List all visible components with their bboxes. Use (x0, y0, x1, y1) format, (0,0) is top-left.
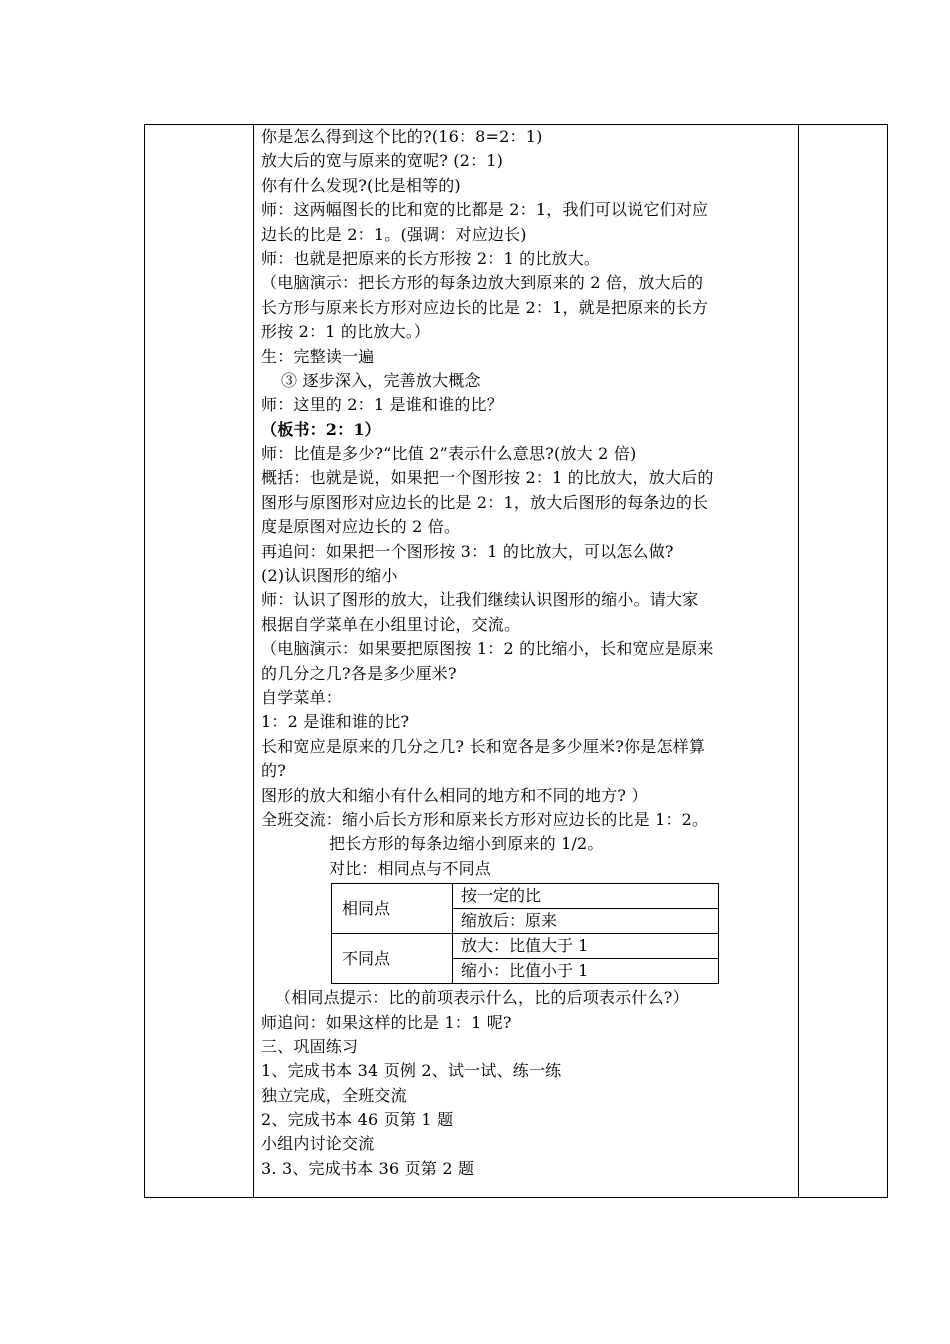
text-line: 2、完成书本 46 页第 1 题 (261, 1110, 454, 1130)
text-line: 长方形与原来长方形对应边长的比是 2：1，就是把原来的长方 (261, 297, 709, 317)
text-line: 根据自学菜单在小组里讨论，交流。 (261, 614, 521, 634)
diff-item: 放大：比值大于 1 (453, 934, 719, 959)
board-note: （板书：2：1） (261, 419, 381, 439)
text-line: 1：2 是谁和谁的比? (261, 712, 410, 732)
text-line: 师：这里的 2：1 是谁和谁的比？ (261, 395, 503, 415)
text-line: 师：比值是多少?“比值 2”表示什么意思?(放大 2 倍) (261, 444, 637, 464)
same-item: 按一定的比 (453, 884, 719, 909)
text-line: 再追问：如果把一个图形按 3：1 的比放大，可以怎么做? (261, 541, 674, 561)
text-line: （相同点提示：比的前项表示什么，比的后项表示什么?） (275, 988, 689, 1008)
text-line: 1、完成书本 34 页例 2、试一试、练一练 (261, 1061, 562, 1081)
lesson-table (144, 124, 888, 1198)
text-line: 师追问：如果这样的比是 1：1 呢? (261, 1012, 512, 1032)
compare-heading: 对比：相同点与不同点 (329, 858, 492, 878)
step-heading: ③ 逐步深入，完善放大概念 (281, 370, 481, 390)
text-line: 放大后的宽与原来的宽呢? (2：1) (261, 151, 504, 171)
lesson-content-cell (261, 125, 791, 1181)
text-line: 的几分之几?各是多少厘米? (261, 663, 457, 683)
text-line: 你有什么发现?(比是相等的) (261, 175, 461, 195)
text-line: 独立完成，全班交流 (261, 1085, 407, 1105)
text-line: 小组内讨论交流 (261, 1134, 375, 1154)
text-line: 生：完整读一遍 (261, 346, 375, 366)
text-line: 图形的放大和缩小有什么相同的地方和不同的地方? ） (261, 785, 648, 805)
section-heading: 三、巩固练习 (261, 1036, 359, 1056)
text-line: 自学菜单： (261, 687, 343, 707)
diff-label: 不同点 (332, 934, 453, 984)
section-heading: (2)认识图形的缩小 (261, 566, 398, 586)
comparison-table (331, 883, 719, 984)
text-line: 形按 2：1 的比放大。） (261, 322, 431, 342)
text-line: 把长方形的每条边缩小到原来的 1/2。 (329, 834, 604, 854)
column-divider-left (253, 125, 254, 1197)
text-line: 3. 3、完成书本 36 页第 2 题 (261, 1158, 475, 1178)
text-line: 图形与原图形对应边长的比是 2：1，放大后图形的每条边的长 (261, 492, 709, 512)
text-line: （电脑演示：把长方形的每条边放大到原来的 2 倍，放大后的 (261, 273, 704, 293)
text-line: 概括：也就是说，如果把一个图形按 2：1 的比放大，放大后的 (261, 468, 714, 488)
same-item: 缩放后：原来 (453, 909, 719, 934)
text-line: 你是怎么得到这个比的?(16：8=2：1) (261, 127, 543, 146)
text-line: 师：这两幅图长的比和宽的比都是 2：1，我们可以说它们对应 (261, 200, 709, 220)
text-line: 边长的比是 2：1。(强调：对应边长) (261, 224, 527, 244)
text-line: 度是原图对应边长的 2 倍。 (261, 517, 461, 537)
text-line: 的? (261, 761, 286, 781)
diff-item: 缩小：比值小于 1 (453, 959, 719, 984)
column-divider-right (798, 125, 799, 1197)
text-line: 师：也就是把原来的长方形按 2：1 的比放大。 (261, 248, 601, 268)
same-label: 相同点 (332, 884, 453, 934)
text-line: 长和宽应是原来的几分之几? 长和宽各是多少厘米?你是怎样算 (261, 736, 706, 756)
text-line: （电脑演示：如果要把原图按 1：2 的比缩小，长和宽应是原来 (261, 639, 714, 659)
text-line: 全班交流：缩小后长方形和原来长方形对应边长的比是 1：2。 (261, 809, 709, 829)
text-line: 师：认识了图形的放大，让我们继续认识图形的缩小。请大家 (261, 590, 699, 610)
